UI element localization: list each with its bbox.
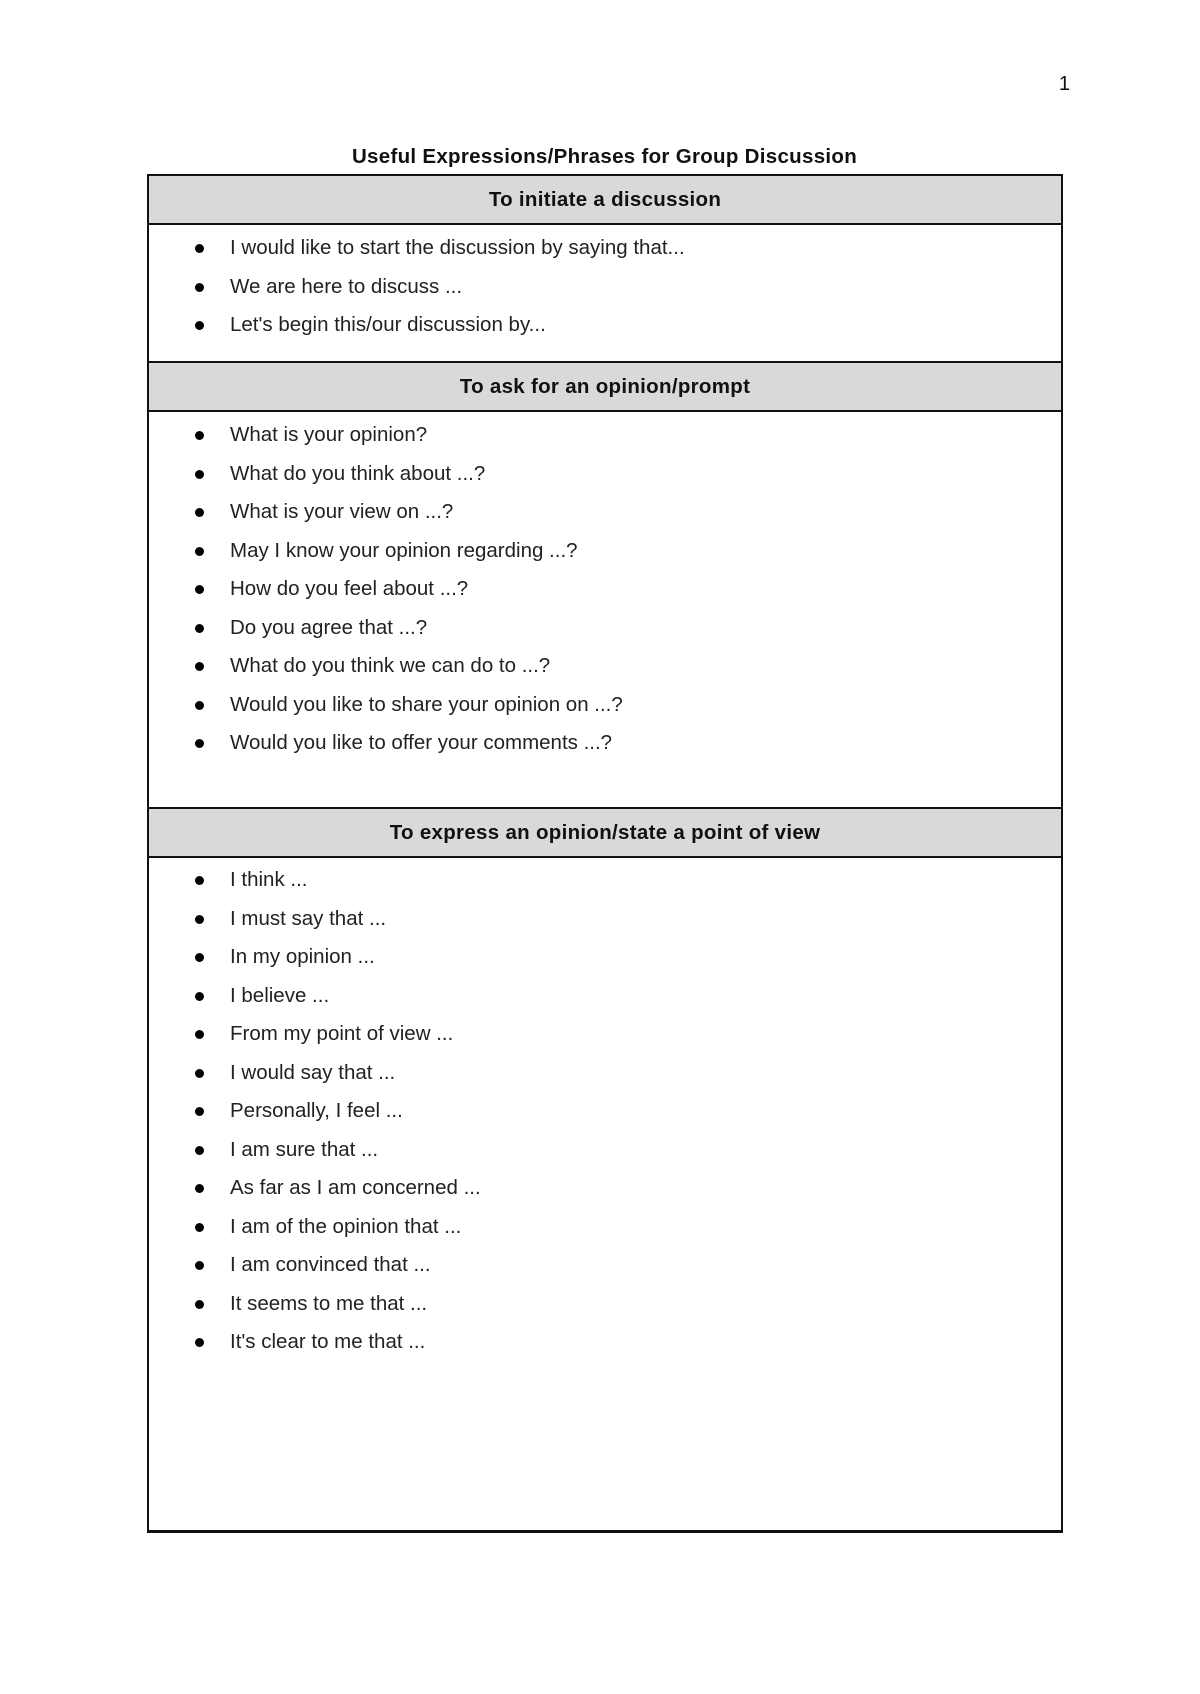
- phrase-text: What do you think we can do to ...?: [230, 654, 551, 677]
- bullet-icon: [195, 1146, 204, 1155]
- phrase-list-ask-opinion: [149, 416, 1061, 763]
- list-item: [149, 1015, 1061, 1054]
- phrase-text: I am of the opinion that ...: [230, 1214, 462, 1238]
- section-body-express-opinion: [149, 858, 1061, 1530]
- phrase-text: I must say that ...: [230, 906, 387, 930]
- bullet-icon: [195, 915, 204, 924]
- list-item: [149, 1246, 1061, 1285]
- list-item: [149, 493, 1061, 532]
- list-item: [149, 1054, 1061, 1093]
- bullet-icon: [195, 321, 204, 330]
- bullet-icon: [195, 470, 204, 479]
- bullet-icon: [195, 1107, 204, 1116]
- list-item: [149, 268, 1061, 307]
- list-item: [149, 1131, 1061, 1170]
- list-item: [149, 570, 1061, 609]
- bullet-icon: [195, 624, 204, 633]
- section-header-ask-opinion: To ask for an opinion/prompt: [149, 361, 1061, 412]
- bullet-icon: [195, 1184, 204, 1193]
- bullet-icon: [195, 739, 204, 748]
- phrase-text: I would say that ...: [230, 1060, 396, 1084]
- list-item: [149, 1323, 1061, 1362]
- bullet-icon: [195, 585, 204, 594]
- phrase-text: What is your opinion?: [230, 423, 428, 446]
- phrase-text: I would like to start the discussion by saying that...: [230, 236, 685, 259]
- bullet-icon: [195, 1069, 204, 1078]
- list-item: [149, 977, 1061, 1016]
- list-item: [149, 416, 1061, 455]
- bullet-icon: [195, 701, 204, 710]
- list-item: [149, 938, 1061, 977]
- phrase-text: Do you agree that ...?: [230, 615, 428, 639]
- document-title: Useful Expressions/Phrases for Group Discussion: [351, 145, 858, 168]
- bullet-icon: [195, 1030, 204, 1039]
- list-item: [149, 1169, 1061, 1208]
- bullet-icon: [195, 244, 204, 253]
- phrase-text: I believe ...: [230, 983, 330, 1007]
- phrases-table: [147, 174, 1063, 1533]
- phrase-text: In my opinion ...: [230, 945, 375, 968]
- list-item: [149, 306, 1061, 345]
- list-item: [149, 724, 1061, 763]
- list-item: [149, 1092, 1061, 1131]
- bullet-icon: [195, 662, 204, 671]
- bullet-icon: [195, 953, 204, 962]
- list-item: [149, 229, 1061, 268]
- phrase-list-express-opinion: [149, 861, 1061, 1362]
- phrase-text: As far as I am concerned ...: [230, 1176, 481, 1199]
- section-body-ask-opinion: [149, 412, 1061, 807]
- phrase-text: Let's begin this/our discussion by...: [230, 313, 546, 336]
- section-header-initiate: To initiate a discussion: [149, 176, 1061, 225]
- list-item: [149, 861, 1061, 900]
- phrase-list-initiate: [149, 229, 1061, 345]
- bullet-icon: [195, 508, 204, 517]
- phrase-text: What is your view on ...?: [230, 500, 454, 523]
- phrase-text: It seems to me that ...: [230, 1291, 428, 1315]
- bullet-icon: [195, 283, 204, 292]
- phrase-text: Would you like to share your opinion on ...?: [230, 692, 623, 716]
- phrase-text: What do you think about ...?: [230, 461, 486, 485]
- phrase-text: I think ...: [230, 868, 308, 891]
- page-number: 1: [1058, 73, 1070, 95]
- bullet-icon: [195, 547, 204, 556]
- phrase-text: I am sure that ...: [230, 1137, 379, 1161]
- list-item: [149, 900, 1061, 939]
- phrase-text: May I know your opinion regarding ...?: [230, 538, 578, 562]
- list-item: [149, 532, 1061, 571]
- section-body-initiate: [149, 225, 1061, 361]
- phrase-text: Would you like to offer your comments ...?: [230, 731, 613, 754]
- phrase-text: Personally, I feel ...: [230, 1099, 403, 1122]
- bullet-icon: [195, 1261, 204, 1270]
- phrase-text: How do you feel about ...?: [230, 577, 469, 600]
- bullet-icon: [195, 1223, 204, 1232]
- bullet-icon: [195, 1338, 204, 1347]
- bullet-icon: [195, 431, 204, 440]
- list-item: [149, 1208, 1061, 1247]
- bullet-icon: [195, 1300, 204, 1309]
- list-item: [149, 455, 1061, 494]
- phrase-text: We are here to discuss ...: [230, 274, 463, 298]
- list-item: [149, 647, 1061, 686]
- bullet-icon: [195, 992, 204, 1001]
- bullet-icon: [195, 876, 204, 885]
- phrase-text: From my point of view ...: [230, 1022, 454, 1045]
- list-item: [149, 1285, 1061, 1324]
- phrase-text: I am convinced that ...: [230, 1253, 431, 1276]
- phrase-text: It's clear to me that ...: [230, 1330, 426, 1353]
- list-item: [149, 686, 1061, 725]
- list-item: [149, 609, 1061, 648]
- section-header-express-opinion: To express an opinion/state a point of view: [149, 807, 1061, 858]
